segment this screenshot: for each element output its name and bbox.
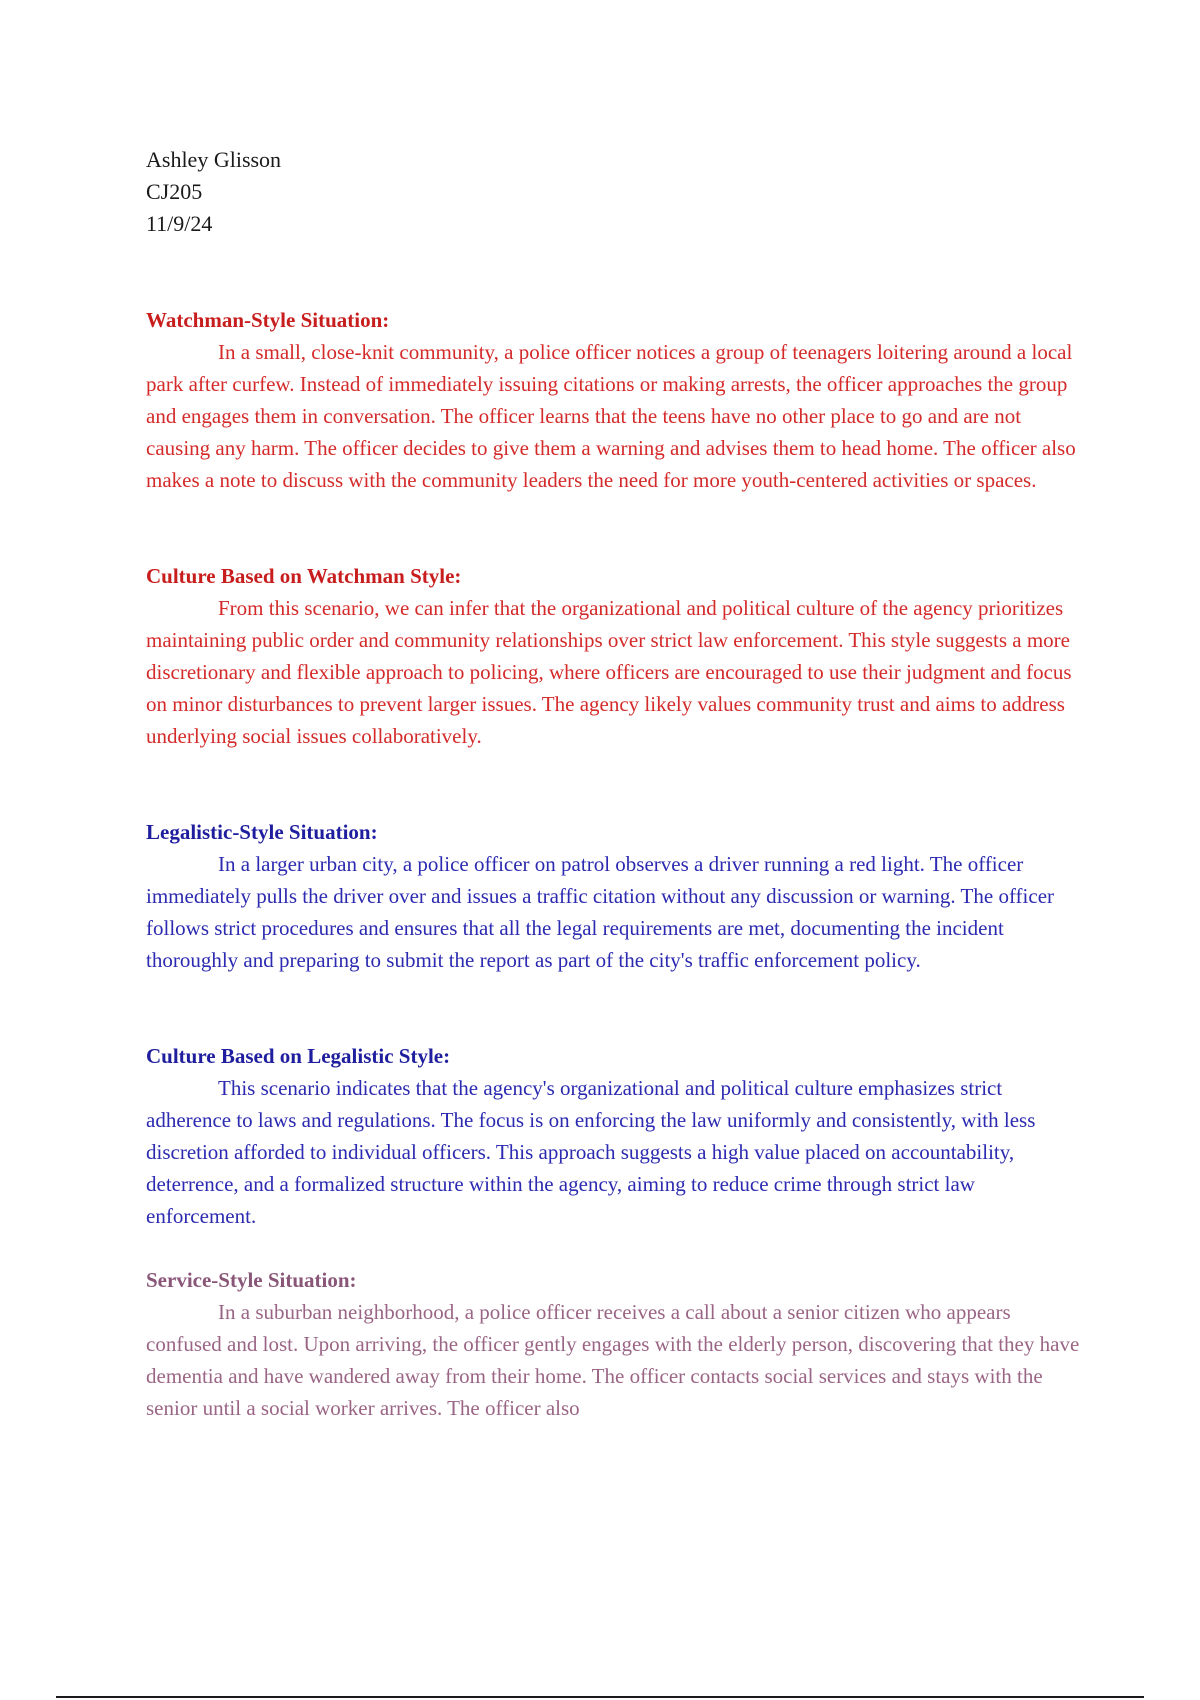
watchman-culture-section — [146, 560, 1090, 752]
legalistic-culture-section — [146, 1040, 1090, 1232]
page-bottom-divider — [56, 1696, 1144, 1698]
legalistic-situation-heading: Legalistic-Style Situation: — [146, 820, 378, 844]
watchman-situation-body: In a small, close-knit community, a police officer notices a group of teenagers loitering around a local park after curfew. Instead of immediately issuing citations or making arrests, the officer approaches the group and engages them in conversation. The officer learns that the teens have no other place to go and are not causing any harm. The officer decides to give them a warning and advises them to head home. The officer also makes a note to discuss with the community leaders the need for more youth-centered activities or spaces. — [146, 340, 1076, 492]
watchman-situation-section — [146, 304, 1090, 496]
course-code: CJ205 — [146, 179, 203, 204]
legalistic-culture-heading: Culture Based on Legalistic Style: — [146, 1044, 451, 1068]
watchman-situation-heading: Watchman-Style Situation: — [146, 308, 390, 332]
legalistic-situation-section — [146, 816, 1090, 976]
legalistic-culture-body: This scenario indicates that the agency's organizational and political culture emphasizes strict adherence to laws and regulations. The focus is on enforcing the law uniformly and consistently, with less discretion afforded to individual officers. This approach suggests a high value placed on accountability, deterrence, and a formalized structure within the agency, aiming to reduce crime through strict law enforcement. — [146, 1076, 1036, 1228]
author-name: Ashley Glisson — [146, 147, 282, 172]
service-situation-body: In a suburban neighborhood, a police officer receives a call about a senior citizen who appears confused and lost. Upon arriving, the officer gently engages with the elderly person, discovering that they have dementia and have wandered away from their home. The officer contacts social services and stays with the senior until a social worker arrives. The officer also — [146, 1300, 1080, 1420]
watchman-culture-heading: Culture Based on Watchman Style: — [146, 564, 462, 588]
legalistic-situation-body: In a larger urban city, a police officer on patrol observes a driver running a red light. The officer immediately pulls the driver over and issues a traffic citation without any discussion or warning. The officer follows strict procedures and ensures that all the legal requirements are met, documenting the incident thoroughly and preparing to submit the report as part of the city's traffic enforcement policy. — [146, 852, 1055, 972]
document-date: 11/9/24 — [146, 211, 213, 236]
watchman-culture-body: From this scenario, we can infer that the organizational and political culture of the agency prioritizes maintaining public order and community relationships over strict law enforcement. This style suggests a more discretionary and flexible approach to policing, where officers are encouraged to use their judgment and focus on minor disturbances to prevent larger issues. The agency likely values community trust and aims to address underlying social issues collaboratively. — [146, 596, 1072, 748]
document-header — [146, 144, 281, 240]
service-situation-heading: Service-Style Situation: — [146, 1268, 357, 1292]
service-situation-section — [146, 1264, 1090, 1424]
